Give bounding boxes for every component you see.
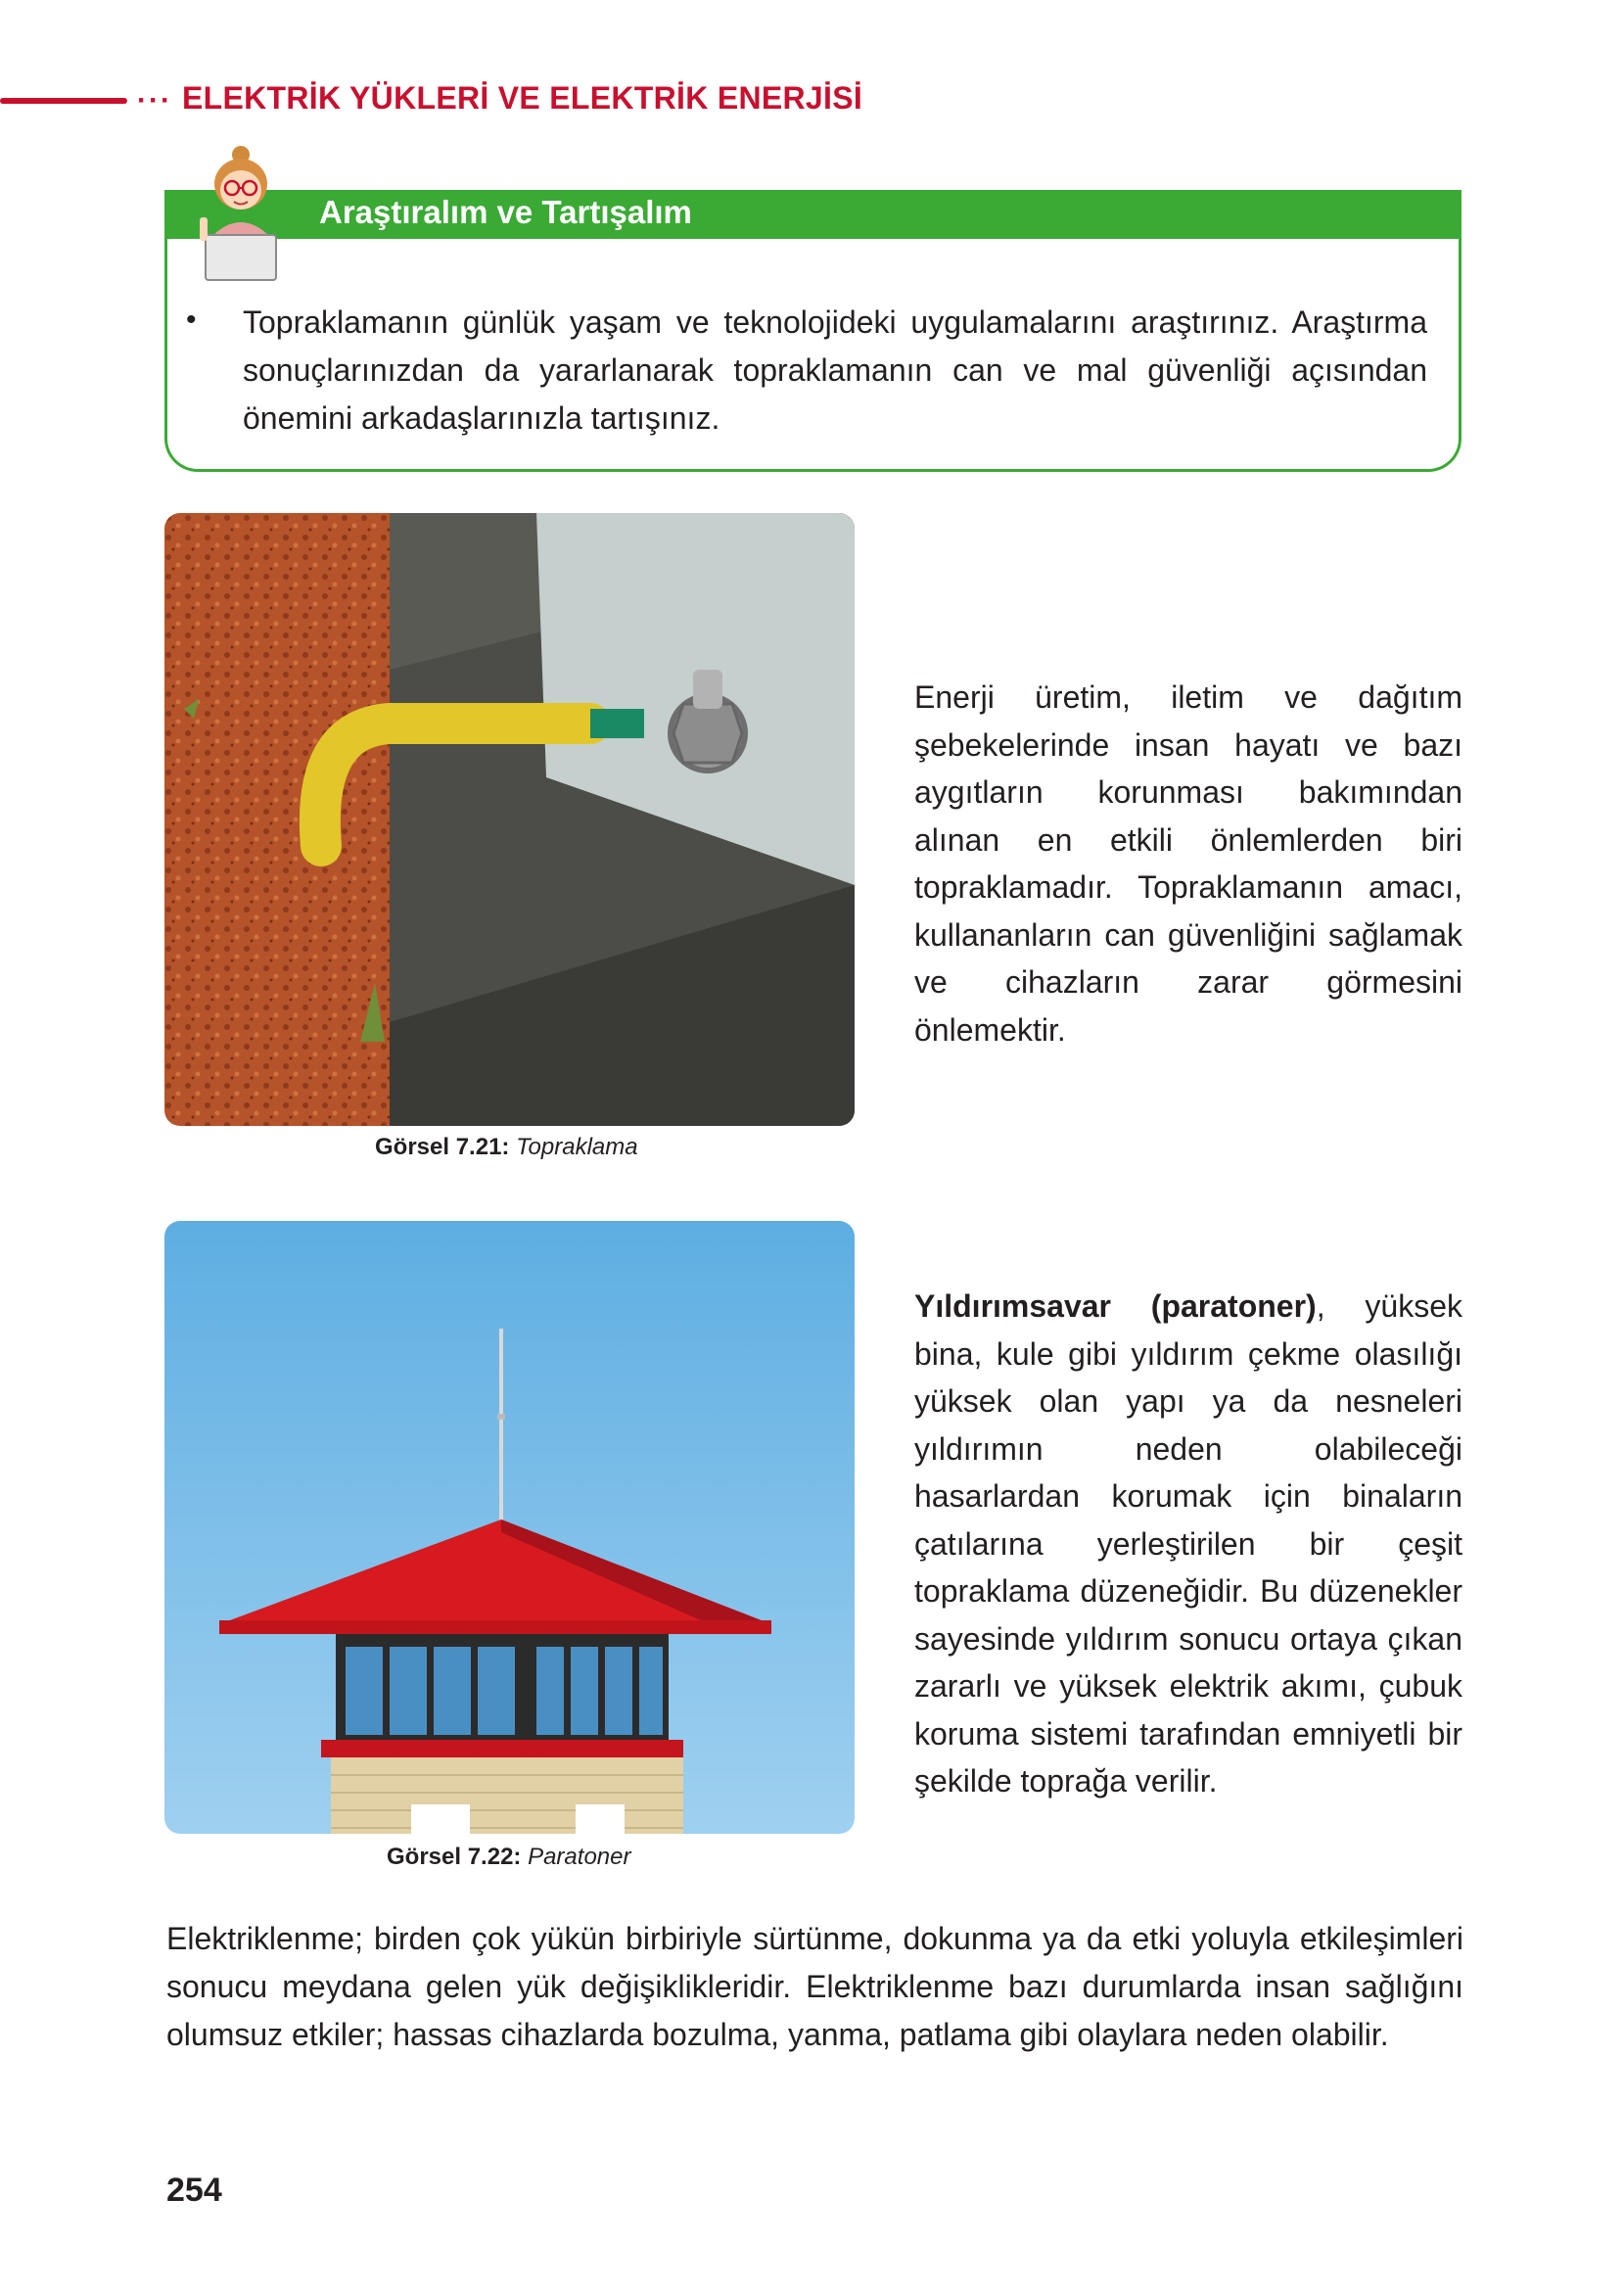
- figure-caption-7-21: [375, 1134, 638, 1161]
- lightning-rod-photo: [164, 1221, 855, 1834]
- figure-caption-text: Paratoner: [528, 1844, 631, 1870]
- grounding-paragraph: Enerji üretim, iletim ve dağıtım şebekelerinde insan hayatı ve bazı aygıtların korunması bakımından alınan en etkili önlemlerden biri topraklamadır. Topraklamanın amacı, kullananların can güvenliğini sağlamak ve cihazların zarar görmesini önlemektir.: [914, 679, 1462, 1048]
- figure-label: Görsel 7.22:: [387, 1844, 522, 1870]
- figure-caption-7-22: [387, 1844, 630, 1871]
- chapter-title: ELEKTRİK YÜKLERİ VE ELEKTRİK ENERJİSİ: [182, 80, 863, 116]
- figure-label: Görsel 7.21:: [375, 1134, 510, 1160]
- grounding-photo: [164, 513, 855, 1126]
- electrification-paragraph: Elektriklenme; birden çok yükün birbiriyle sürtünme, dokunma ya da etki yoluyla etkileşimleri sonucu meydana gelen yük değişiklikleridir. Elektriklenme bazı durumlarda insan sağlığını olumsuz etkiler; hassas cihazlarda bozulma, yanma, patlama gibi olaylara neden olabilir.: [166, 1921, 1463, 2052]
- header-dots: ···: [137, 84, 172, 117]
- activity-title: Araştıralım ve Tartışalım: [319, 194, 692, 230]
- activity-text: Topraklamanın günlük yaşam ve teknolojideki uygulamalarını araştırınız. Araştırma sonuçlarınızdan da yararlanarak topraklamanın can ve mal güvenliği açısından önemini arkadaşlarınızla tartışınız.: [243, 304, 1427, 436]
- lightning-rod-paragraph: [914, 1283, 1462, 1805]
- teacher-mascot-icon: [192, 137, 290, 284]
- lightning-rod-term: Yıldırımsavar (paratoner): [914, 1288, 1317, 1324]
- lightning-rod-text: , yüksek bina, kule gibi yıldırım çekme olasılığı yüksek olan yapı ya da nesneleri yıldırımın neden olabileceği hasarlardan korumak için binaların çatılarına yerleştirilen bir çeşit topraklama düzeneğidir. Bu düzenekler sayesinde yıldırım sonucu ortaya çıkan zararlı ve yüksek elektrik akımı, çubuk koruma sistemi tarafından emniyetli bir şekilde toprağa verilir.: [914, 1288, 1463, 1799]
- page-number: 254: [166, 2172, 222, 2209]
- figure-caption-text: Topraklama: [516, 1134, 638, 1160]
- header-line: [0, 98, 127, 104]
- bullet-marker: •: [186, 304, 197, 336]
